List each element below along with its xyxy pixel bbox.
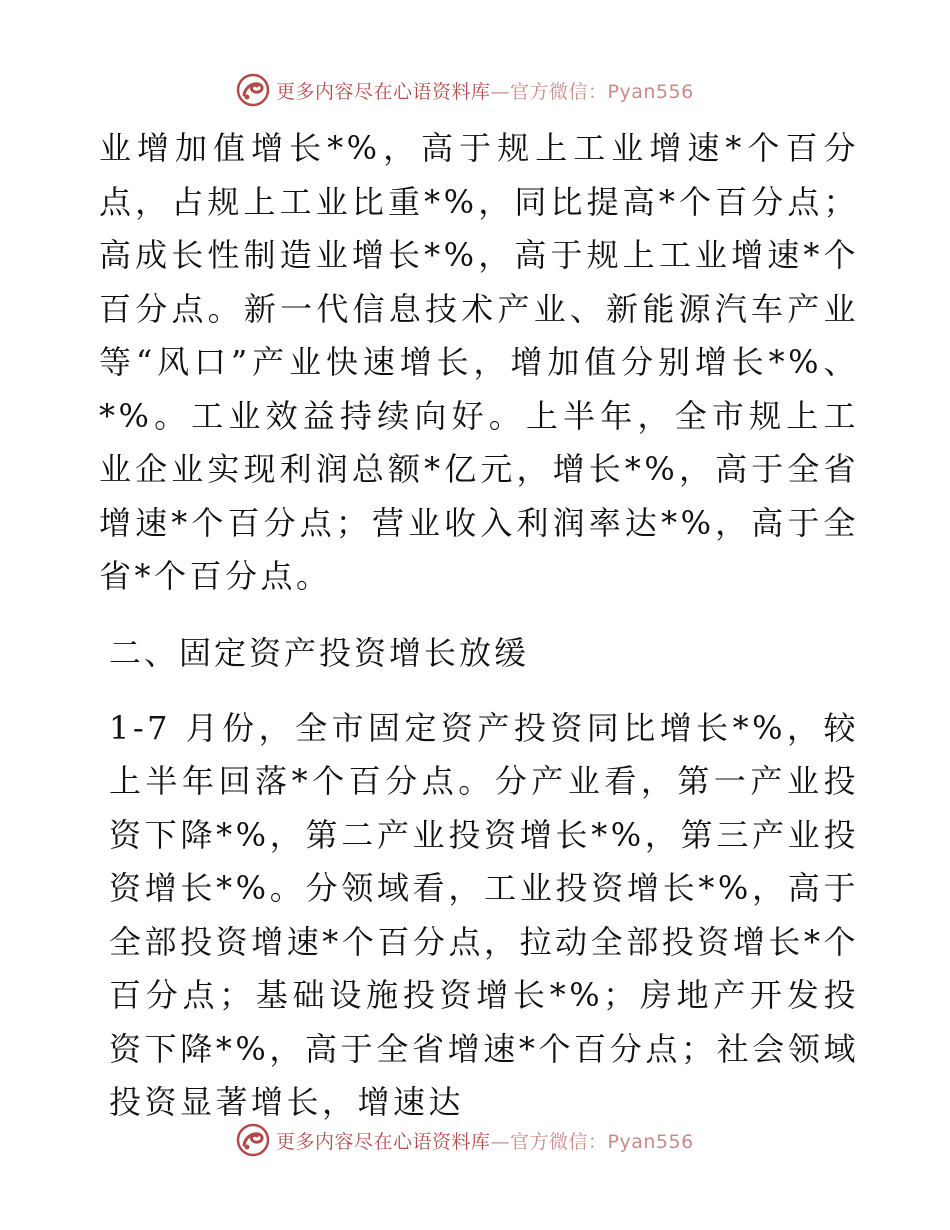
- body-paragraph: 业增加值增长*%，高于规上工业增速*个百分点，占规上工业比重*%，同比提高*个百分点；高成长性制造业增长*%，高于规上工业增速*个百分点。新一代信息技术产业、新能源汽车产业等“风口”产业快速增长，增加值分别增长*%、*%。工业效益持续向好。上半年，全市规上工业企业实现利润总额*亿元，增长*%，高于全省增速*个百分点；营业收入利润率达*%，高于全省*个百分点。: [99, 129, 859, 595]
- document-body: [99, 122, 859, 1130]
- swirl-logo-icon: [236, 1123, 270, 1157]
- footer-watermark: [236, 1123, 694, 1157]
- watermark-text: 更多内容尽在心语资料库—官方微信：Pyan556: [276, 1130, 694, 1153]
- body-paragraph: 1-7 月份，全市固定资产投资同比增长*%，较上半年回落*个百分点。分产业看，第一产业投资下降*%，第二产业投资增长*%，第三产业投资增长*%。分领域看，工业投资增长*%，高于全部投资增速*个百分点，拉动全部投资增长*个百分点；基础设施投资增长*%；房地产开发投资下降*%，高于全省增速*个百分点；社会领域投资显著增长，增速达: [109, 708, 859, 1121]
- header-watermark: [236, 73, 694, 107]
- swirl-logo-icon: [236, 73, 270, 107]
- section-heading: 二、固定资产投资增长放缓: [109, 633, 530, 672]
- watermark-text: 更多内容尽在心语资料库—官方微信：Pyan556: [276, 80, 694, 103]
